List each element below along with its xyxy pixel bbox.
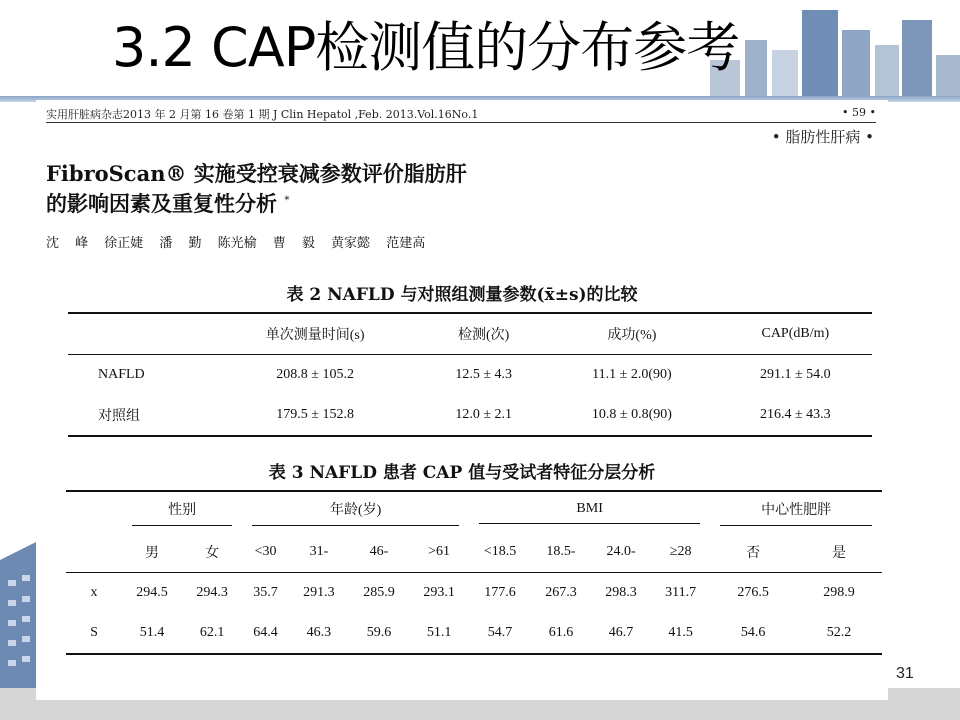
table2-header: 成功(%)	[607, 328, 657, 343]
article-title-line1: FibroScan® 实施受控衰减参数评价脂肪肝	[46, 161, 467, 186]
article-title-line2: 的影响因素及重复性分析	[46, 191, 277, 216]
table3-cell: 298.3	[605, 585, 637, 600]
article-title	[46, 160, 467, 217]
table3-cell: 311.7	[665, 585, 697, 600]
table3-group-header: BMI	[469, 491, 710, 532]
table3-cell: 59.6	[366, 625, 392, 640]
table3-cell: 54.7	[487, 625, 513, 640]
title-footnote-mark: *	[284, 195, 290, 206]
table3-group-header: 中心性肥胖	[710, 491, 882, 532]
table3-cell: 52.2	[826, 625, 852, 640]
table3-cell: 41.5	[668, 625, 693, 640]
table3-cell: 51.1	[426, 625, 452, 640]
table2-header	[68, 313, 208, 355]
table3-subheader: 否	[746, 546, 761, 561]
table3-cell: 46.3	[306, 625, 332, 640]
table3-subheader: <30	[254, 544, 277, 559]
journal-header	[46, 104, 876, 123]
table3-cell: 294.5	[136, 585, 168, 600]
table2-header: CAP(dB/m)	[761, 326, 830, 341]
table2-cell: NAFLD	[98, 367, 145, 382]
table3-subheader: 女	[205, 546, 220, 561]
table3-subheader: 是	[832, 546, 847, 561]
table3-cell: 64.4	[253, 625, 278, 640]
table3-row-label: x	[90, 585, 98, 600]
table3-cell: 294.3	[196, 585, 228, 600]
table3-subheader: 18.5-	[546, 544, 576, 559]
table2-cell: 10.8 ± 0.8(90)	[591, 407, 672, 422]
table3-cell: 177.6	[484, 585, 516, 600]
table2-header: 检测(次)	[458, 328, 510, 343]
table2-cell: 12.0 ± 2.1	[455, 407, 513, 422]
table3-caption: 表 3 NAFLD 患者 CAP 值与受试者特征分层分析	[268, 463, 656, 483]
table3-cell: 276.5	[737, 585, 769, 600]
table3-cell: 293.1	[423, 585, 455, 600]
table3-subheader: 24.0-	[606, 544, 636, 559]
table2-cell: 11.1 ± 2.0(90)	[592, 367, 672, 382]
table3	[66, 490, 882, 655]
table3-group-header: 性别	[122, 491, 242, 532]
table3-row	[66, 573, 882, 614]
paper-excerpt	[36, 100, 888, 700]
table3-subheader: ≥28	[669, 544, 692, 559]
author-list: 沈 峰 徐正婕 潘 勤 陈光榆 曹 毅 黄家懿 范建高	[46, 236, 426, 251]
table2-cell: 208.8 ± 105.2	[276, 367, 354, 382]
table3-cell: 51.4	[139, 625, 165, 640]
table2-header: 单次测量时间(s)	[265, 328, 365, 343]
table3-subheader: <18.5	[483, 544, 517, 559]
table3-subheader: 46-	[369, 544, 389, 559]
table3-row	[66, 613, 882, 654]
table3-cell: 46.7	[608, 625, 634, 640]
table3-cell: 61.6	[548, 625, 574, 640]
table2-cell: 291.1 ± 54.0	[759, 367, 831, 382]
table3-group-header: 年龄(岁)	[242, 491, 469, 532]
table3-subheader: 男	[145, 546, 160, 561]
page-number: 31	[896, 665, 914, 682]
table3-cell: 285.9	[363, 585, 395, 600]
table2-cell: 对照组	[98, 409, 140, 424]
table3-row-label: S	[90, 625, 98, 640]
table2-caption: 表 2 NAFLD 与对照组测量参数(x̄±s)的比较	[286, 285, 638, 305]
table3-cell: 62.1	[199, 625, 225, 640]
table2-cell: 179.5 ± 152.8	[276, 407, 354, 422]
table3-cell: 35.7	[253, 585, 278, 600]
journal-column: • 脂肪性肝病 •	[771, 128, 874, 146]
table2-cell: 12.5 ± 4.3	[455, 367, 513, 382]
slide-title: 3.2 CAP检测值的分布参考	[112, 16, 740, 79]
table3-cell: 54.6	[740, 625, 766, 640]
table2-row	[68, 395, 872, 436]
table2	[68, 312, 872, 437]
journal-page: • 59 •	[842, 106, 876, 119]
table2-cell: 216.4 ± 43.3	[759, 407, 831, 422]
table3-cell: 291.3	[303, 585, 335, 600]
table3-subheader: 31-	[309, 544, 329, 559]
table3-cell: 298.9	[823, 585, 855, 600]
table2-row	[68, 355, 872, 396]
journal-citation: 实用肝脏病杂志2013 年 2 月第 16 卷第 1 期 J Clin Hepatol ,Feb. 2013.Vol.16No.1	[46, 108, 479, 121]
table3-subheader: >61	[428, 544, 451, 559]
table3-cell: 267.3	[545, 585, 577, 600]
